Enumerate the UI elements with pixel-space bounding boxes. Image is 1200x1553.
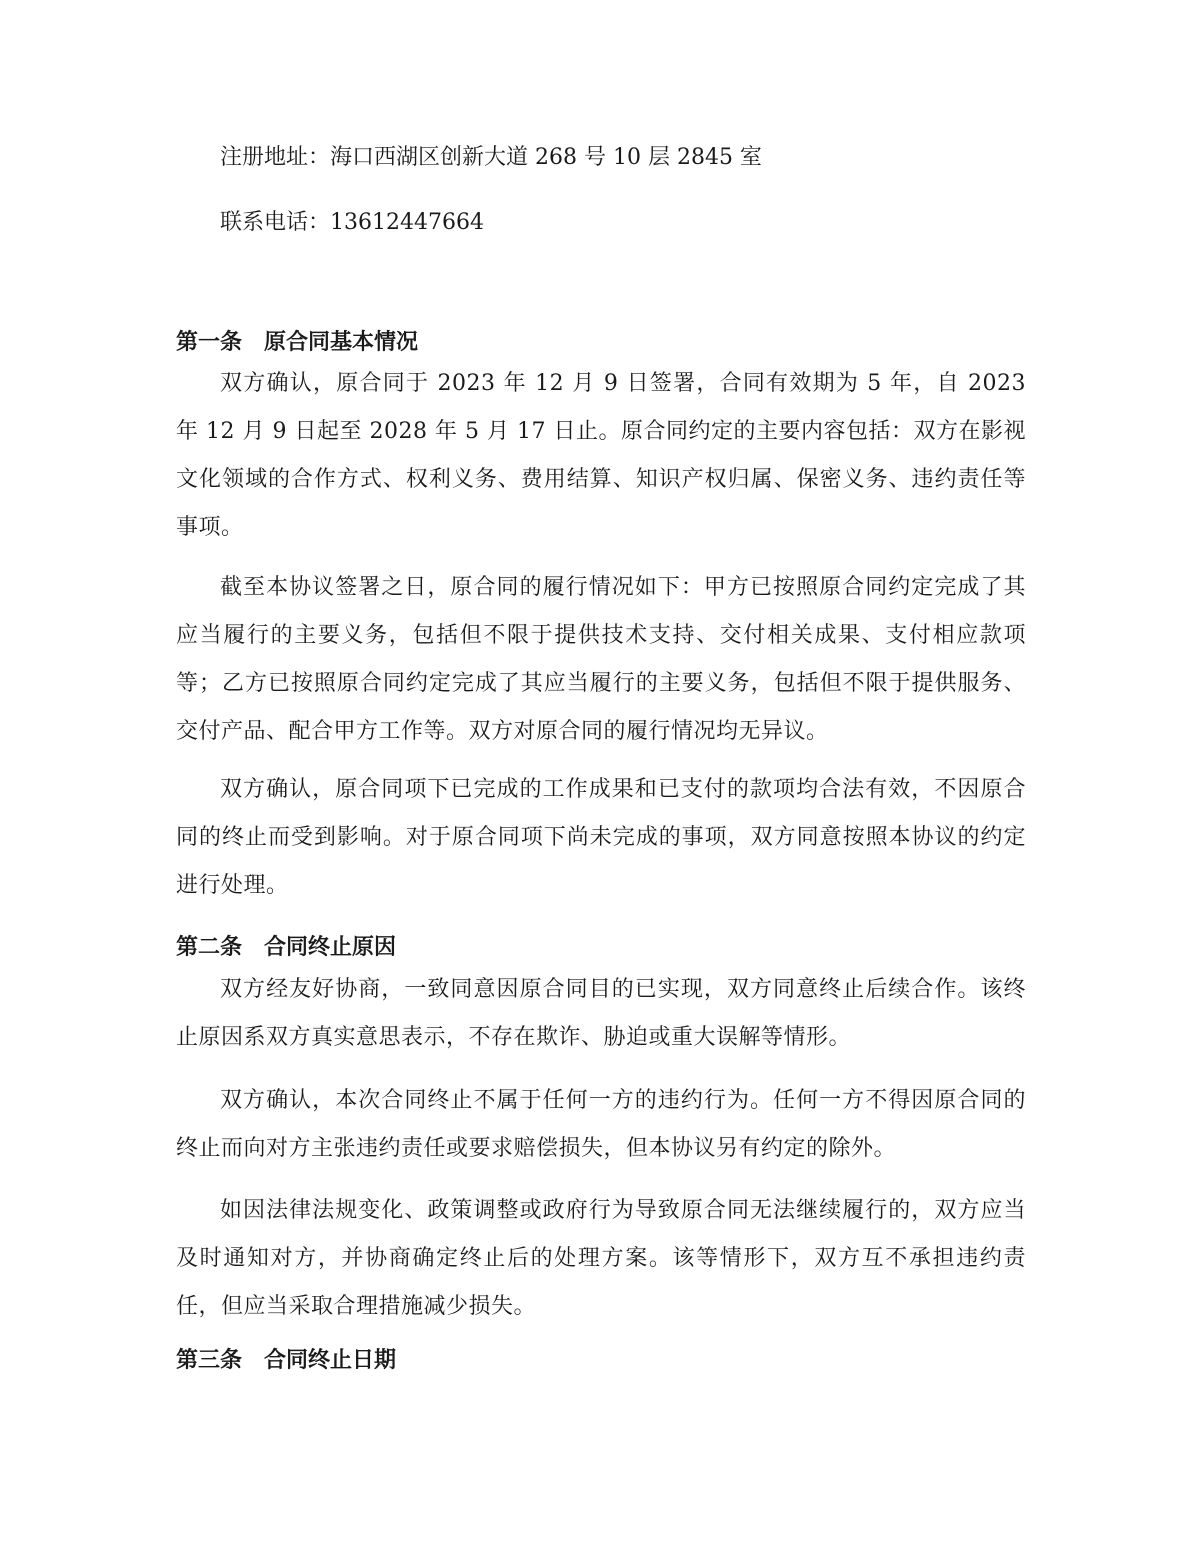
- section-2-title: 第二条 合同终止原因: [176, 935, 397, 960]
- section-2-paragraph-3: 如因法律法规变化、政策调整或政府行为导致原合同无法继续履行的，双方应当及时通知对方，并协商确定终止后的处理方案。该等情形下，双方互不承担违约责任，但应当采取合理措施减少损失。: [176, 1198, 1026, 1319]
- section-2-paragraph-2: 双方确认，本次合同终止不属于任何一方的违约行为。任何一方不得因原合同的终止而向对方主张违约责任或要求赔偿损失，但本协议另有约定的除外。: [176, 1088, 1026, 1161]
- section-1-paragraph-2: 截至本协议签署之日，原合同的履行情况如下：甲方已按照原合同约定完成了其应当履行的主要义务，包括但不限于提供技术支持、交付相关成果、支付相应款项等；乙方已按照原合同约定完成了其应当履行的主要义务，包括但不限于提供服务、交付产品、配合甲方工作等。双方对原合同的履行情况均无异议。: [176, 575, 1026, 744]
- section-1-title: 第一条 原合同基本情况: [176, 330, 419, 355]
- section-1-paragraph-1: 双方确认，原合同于 2023 年 12 月 9 日签署，合同有效期为 5 年，自 2023 年 12 月 9 日起至 2028 年 5 月 17 日止。原合同约定的主要内容包括：双方在影视文化领域的合作方式、权利义务、费用结算、知识产权归属、保密义务、违约责任等事项。: [176, 371, 1026, 540]
- section-3-title: 第三条 合同终止日期: [176, 1348, 397, 1373]
- section-1-paragraph-3: 双方确认，原合同项下已完成的工作成果和已支付的款项均合法有效，不因原合同的终止而受到影响。对于原合同项下尚未完成的事项，双方同意按照本协议的约定进行处理。: [176, 777, 1026, 898]
- registered-address: 注册地址：海口西湖区创新大道 268 号 10 层 2845 室: [220, 145, 762, 170]
- section-2-paragraph-1: 双方经友好协商，一致同意因原合同目的已实现，双方同意终止后续合作。该终止原因系双方真实意思表示，不存在欺诈、胁迫或重大误解等情形。: [176, 977, 1026, 1050]
- contact-phone: 联系电话：13612447664: [220, 210, 484, 235]
